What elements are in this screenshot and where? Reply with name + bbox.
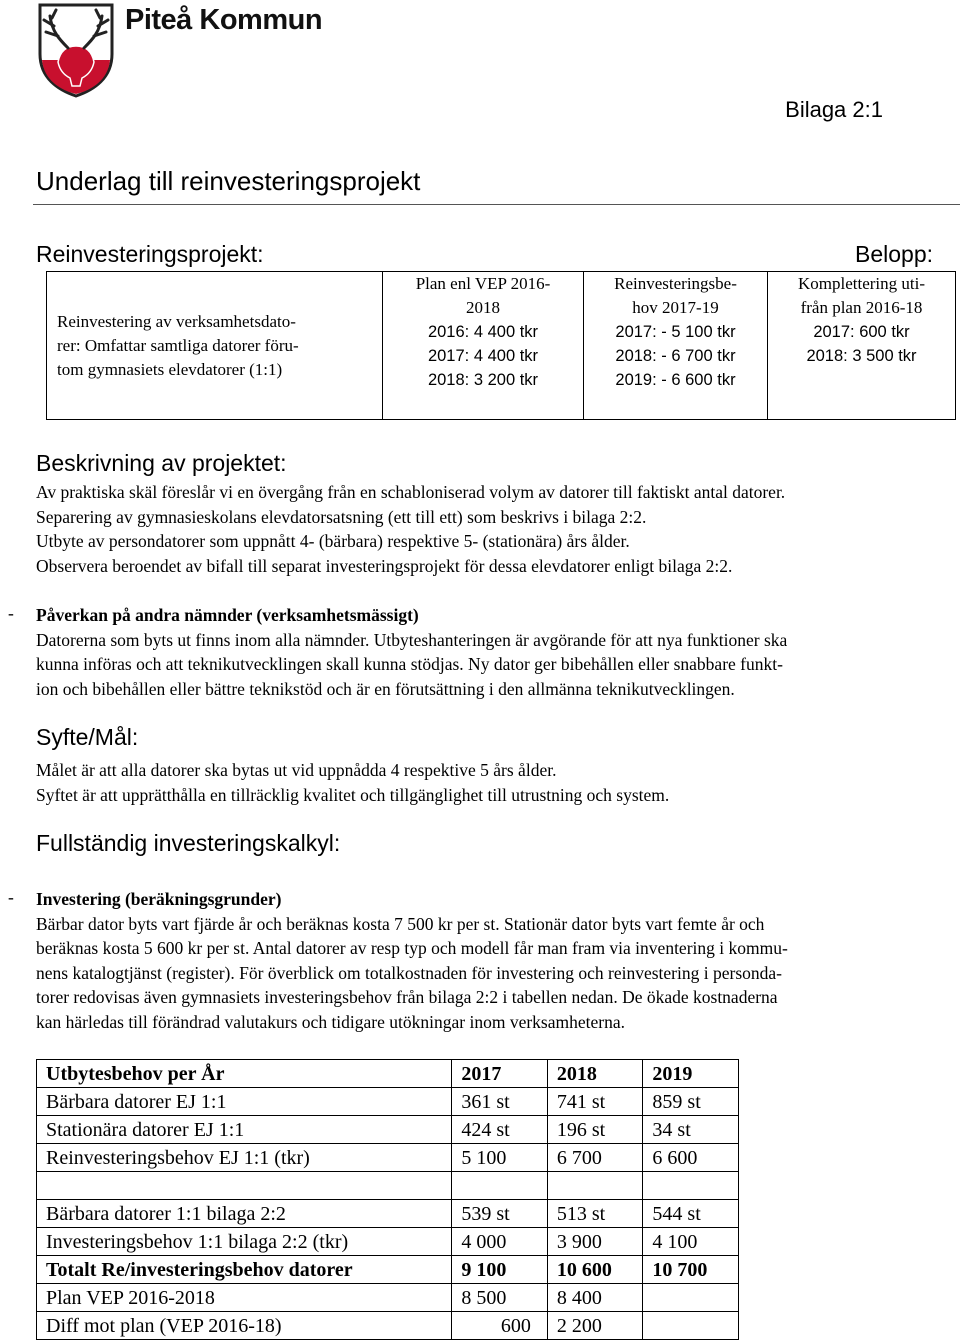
organization-name: Piteå Kommun <box>125 4 323 36</box>
description-line: tom gymnasiets elevdatorer (1:1) <box>57 359 283 379</box>
table-cell: 544 st <box>643 1200 739 1228</box>
bullet-dash: - <box>8 603 14 623</box>
purpose-line: Målet är att alla datorer ska bytas ut vid uppnådda 4 respektive 5 års ålder. <box>36 760 557 780</box>
row-label: Totalt Re/investeringsbehov datorer <box>37 1256 452 1284</box>
bullet-dash: - <box>8 887 14 907</box>
table-row <box>37 1116 739 1144</box>
row-label: Plan VEP 2016-2018 <box>37 1284 452 1312</box>
description-line: rer: Omfattar samtliga datorer föru- <box>57 335 299 355</box>
table-cell: 539 st <box>452 1200 548 1228</box>
description-line: Separering av gymnasieskolans elevdatorsatsning (ett till ett) som beskrivs i bilaga 2:2. <box>36 506 647 527</box>
table-cell: 8 500 <box>452 1284 548 1312</box>
impact-line: kunna införas och att teknikutvecklingen skall kunna stödjas. Ny dator ger bibehållen eller snabbare funkt- <box>36 654 783 674</box>
table-cell <box>643 1284 739 1312</box>
impact-heading: Påverkan på andra nämnder (verksamhetsmässigt) <box>36 605 419 625</box>
title-divider <box>33 204 960 205</box>
table-cell: 4 000 <box>452 1228 548 1256</box>
calculation-line: nens katalogtjänst (register). För överblick om totalkostnaden för investering och reinvestering i persondа- <box>36 962 782 983</box>
table-cell: 8 400 <box>547 1284 643 1312</box>
header-cell: 2017 <box>452 1060 548 1088</box>
description-line: Av praktiska skäl föreslår vi en övergång från en schabloniserad volym av datorer till faktiskt antal datorer. <box>36 482 786 502</box>
reinvestment-need-cell <box>584 272 768 420</box>
purpose-line: Syftet är att upprätthålla en tillräcklig kvalitet och tillgänglighet till utrustning och system. <box>36 784 670 805</box>
municipality-coat-of-arms-logo <box>36 2 116 98</box>
supplement-value: 2018: 3 500 tkr <box>806 347 917 365</box>
description-line: Reinvestering av verksamhetsdato- <box>57 311 296 331</box>
table-cell: 2 200 <box>547 1312 643 1340</box>
table-row <box>37 1144 739 1172</box>
need-value: 2017: - 5 100 tkr <box>615 323 736 341</box>
table-cell: 361 st <box>452 1088 548 1116</box>
table-cell <box>547 1172 643 1200</box>
table-cell: 10 700 <box>643 1256 739 1284</box>
table-cell: 6 600 <box>643 1144 739 1172</box>
header-cell: 2019 <box>643 1060 739 1088</box>
table-row-empty <box>37 1172 739 1200</box>
table-row <box>37 1200 739 1228</box>
table-total-row <box>37 1256 739 1284</box>
table-row <box>37 1312 739 1340</box>
row-label <box>37 1172 452 1200</box>
supplement-cell <box>768 272 956 420</box>
table-cell: 424 st <box>452 1116 548 1144</box>
table-cell: 859 st <box>643 1088 739 1116</box>
replacement-needs-table <box>36 1059 739 1340</box>
table-cell: 600 <box>452 1312 548 1340</box>
header-cell: 2018 <box>547 1060 643 1088</box>
impact-line: ion och bibehållen eller bättre teknikstöd och är en förutsättning i den allmänna teknikutvecklingen. <box>36 678 735 699</box>
calculation-body <box>36 887 958 1034</box>
description-line: Utbyte av persondatorer som uppnått 4- (bärbara) respektive 5- (stationära) års ålder. <box>36 531 630 551</box>
header-cell: Utbytesbehov per År <box>37 1060 452 1088</box>
purpose-heading: Syfte/Mål: <box>36 724 139 750</box>
description-body <box>36 480 958 578</box>
table-cell <box>643 1312 739 1340</box>
plan-cell <box>383 272 584 420</box>
amount-heading: Belopp: <box>855 241 934 267</box>
plan-value: 2016: 4 400 tkr <box>427 323 539 341</box>
supplement-value: 2017: 600 tkr <box>813 323 910 341</box>
table-cell: 10 600 <box>547 1256 643 1284</box>
description-line: Observera beroendet av bifall till separat investeringsprojekt för dessa elevdatorer enligt bilaga 2:2. <box>36 555 733 576</box>
need-title-line: Reinvesteringsbe- <box>614 274 737 293</box>
row-label: Bärbara datorer EJ 1:1 <box>37 1088 452 1116</box>
description-heading: Beskrivning av projektet: <box>36 450 287 476</box>
table-cell <box>643 1172 739 1200</box>
plan-title-line: Plan enl VEP 2016- <box>415 274 551 293</box>
calculation-heading: Fullständig investeringskalkyl: <box>36 830 341 856</box>
impact-section <box>36 603 958 701</box>
table-row <box>37 1284 739 1312</box>
attachment-label: Bilaga 2:1 <box>785 97 883 122</box>
table-row <box>37 1228 739 1256</box>
row-label: Diff mot plan (VEP 2016-18) <box>37 1312 452 1340</box>
row-label: Stationära datorer EJ 1:1 <box>37 1116 452 1144</box>
table-cell: 6 700 <box>547 1144 643 1172</box>
table-cell: 3 900 <box>547 1228 643 1256</box>
table-cell: 4 100 <box>643 1228 739 1256</box>
need-title-line: hov 2017-19 <box>632 298 719 317</box>
supplement-title-line: från plan 2016-18 <box>800 298 923 317</box>
table-cell: 9 100 <box>452 1256 548 1284</box>
need-value: 2019: - 6 600 tkr <box>615 371 736 389</box>
row-label: Reinvesteringsbehov EJ 1:1 (tkr) <box>37 1144 452 1172</box>
calculation-line: beräknas kosta 5 600 kr per st. Antal datorer av resp typ och modell får man fram via inventering i kommu- <box>36 938 788 958</box>
row-label: Investeringsbehov 1:1 bilaga 2:2 (tkr) <box>37 1228 452 1256</box>
project-heading: Reinvesteringsprojekt: <box>36 241 264 267</box>
calculation-line: kan härledas till förändrad valutakurs och tidigare utökningar inom verksamheterna. <box>36 1011 625 1032</box>
table-header-row <box>37 1060 739 1088</box>
purpose-body <box>36 758 958 807</box>
plan-title-line: 2018 <box>466 298 500 317</box>
document-title: Underlag till reinvesteringsprojekt <box>36 166 421 196</box>
plan-value: 2017: 4 400 tkr <box>427 347 539 365</box>
plan-value: 2018: 3 200 tkr <box>427 371 539 389</box>
calculation-line: Bärbar dator byts vart fjärde år och beräknas kosta 7 500 kr per st. Stationär dator byts vart femte år och <box>36 913 765 934</box>
row-label: Bärbara datorer 1:1 bilaga 2:2 <box>37 1200 452 1228</box>
project-description-cell <box>47 272 383 420</box>
table-cell <box>452 1172 548 1200</box>
table-cell: 34 st <box>643 1116 739 1144</box>
table-row <box>37 1088 739 1116</box>
need-value: 2018: - 6 700 tkr <box>615 347 736 365</box>
calculation-subheading: Investering (beräkningsgrunder) <box>36 889 282 909</box>
table-cell: 513 st <box>547 1200 643 1228</box>
project-summary-table <box>46 271 956 420</box>
table-cell: 5 100 <box>452 1144 548 1172</box>
impact-line: Datorerna som byts ut finns inom alla nämnder. Utbyteshanteringen är avgörande för att nya funktioner ska <box>36 629 788 650</box>
supplement-title-line: Komplettering uti- <box>797 274 925 293</box>
table-cell: 196 st <box>547 1116 643 1144</box>
calculation-line: torer redovisas även gymnasiets investeringsbehov från bilaga 2:2 i tabellen nedan. De ökade kostnaderna <box>36 987 778 1007</box>
table-cell: 741 st <box>547 1088 643 1116</box>
